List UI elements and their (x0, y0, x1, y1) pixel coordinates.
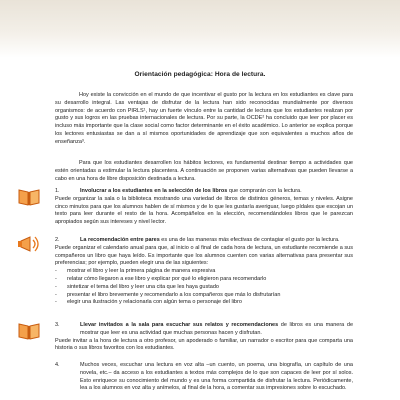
bullet-list (55, 268, 353, 307)
list-item (55, 237, 353, 307)
item-lead (55, 362, 353, 393)
document-title: Orientación pedagógica: Hora de lectura. (134, 71, 266, 78)
list-item (55, 362, 353, 393)
bullet-item: - sintetizar el tema del libro y leer una cita que les haya gustado (55, 284, 353, 292)
book-icon (16, 184, 42, 210)
list-item (55, 322, 353, 353)
item-lead-text: es una de las maneras más efectivas de contagiar el gusto por la lectura. (159, 237, 340, 243)
item-lead-bold: Involucrar a los estudiantes en la selección de los libros (80, 188, 228, 194)
item-lead-text: que comprarán con la lectura. (227, 188, 302, 194)
list-item (55, 188, 353, 227)
item-body: Puede invitar a la hora de lectura a otro profesor, un apoderado o familiar, un narrador o escritor para que comparta una historia o sus libros favoritos con los estudiantes. (55, 337, 353, 352)
bullet-item: - presentar el libro brevemente y recomendarlo a los compañeros que más lo disfrutarían (55, 292, 353, 300)
page-header-band (0, 0, 400, 58)
intro-paragraph: Hoy existe la convicción en el mundo de que incentivar el gusto por la lectura en los estudiantes es clave para su desarrollo integral. Las ventajas de disfrutar de la lectura han sido reconocidas mundialmente por diversos organismos: de acuerdo con PIRLS¹, hay un fuerte vínculo entre la cantidad de lectura que los estudiantes realizan por gusto y sus logros en las pruebas internacionales de lectura. Por su parte, la OCDE² ha concluido que leer por placer es incluso más importante que la clase social como factor determinante en el éxito académico. Lo anterior se explica porque los lectores entusiastas se dan a sí mismos oportunidades de aprendizaje que son equivalentes a muchos años de enseñanza³. (55, 92, 353, 145)
item-lead (55, 188, 353, 196)
bullet-item: - relatar cómo llegaron a ese libro y explicar por qué lo eligieron para recomendarlo (55, 276, 353, 284)
item-number: 2. (55, 237, 60, 243)
item-lead-text: de libros es una manera de mostrar que leer es una actividad que muchas personas hacen y disfrutan. (80, 322, 353, 336)
item-body: Puede organizar el calendario anual para que, al inicio o al final de cada hora de lectura, un estudiante recomiende a sus compañeros un libro que haya leído. Es importante que los alumnos cuenten con varias alternativas para presentar sus preferencias; por ejemplo, pueden elegir una de las siguientes: (55, 244, 353, 267)
megaphone-icon (16, 231, 42, 257)
item-lead (55, 237, 353, 245)
item-lead-text: Muchos veces, escuchar una lectura en voz alta –un cuento, un poema, una biografía, un capítulo de una novela, etc.– da acceso a los estudiantes a textos más complejos de lo que son capaces de leer por sí solos. Esto enriquece su conocimiento del mundo y es una forma compartida de disfrutar la lectura. Periódicamente, lea a los alumnos en voz alta y anímelos, al final de la hora, a comentar sus impresiones sobre lo escuchado. (80, 362, 353, 392)
book-icon (16, 318, 42, 344)
item-number: 1. (55, 188, 60, 194)
bullet-item: - mostrar el libro y leer la primera página de manera expresiva (55, 268, 353, 276)
proposal-paragraph: Para que los estudiantes desarrollen los hábitos lectores, es fundamental destinar tiempo a actividades que estén orientadas a estimular la lectura placentera. A continuación se proponen varias alternativas que pueden llevarse a cabo en una hora de libre disposición destinada a lectura. (55, 160, 353, 182)
item-lead-bold: Llevar invitados a la sala para escuchar sus relatos y recomendaciones (80, 322, 279, 328)
bullet-item: - elegir una ilustración y relacionarla con algún tema o personaje del libro (55, 299, 353, 307)
item-number: 3. (55, 322, 60, 328)
item-lead-bold: La recomendación entre pares (80, 237, 160, 243)
item-number: 4. (55, 362, 60, 368)
item-lead (55, 322, 353, 338)
item-body: Puede organizar la sala o la biblioteca mostrando una variedad de libros de distintos géneros, temas y niveles. Asigne cinco minutos para que los alumnos hablen de sí mismos y de lo que les gustaría averiguar, luego pídales que escojan un texto para leer durante el resto de la hora. Acompáñelos en la elección, recomendándoles libros que le parezcan apropiados según sus intereses y nivel lector. (55, 195, 353, 226)
